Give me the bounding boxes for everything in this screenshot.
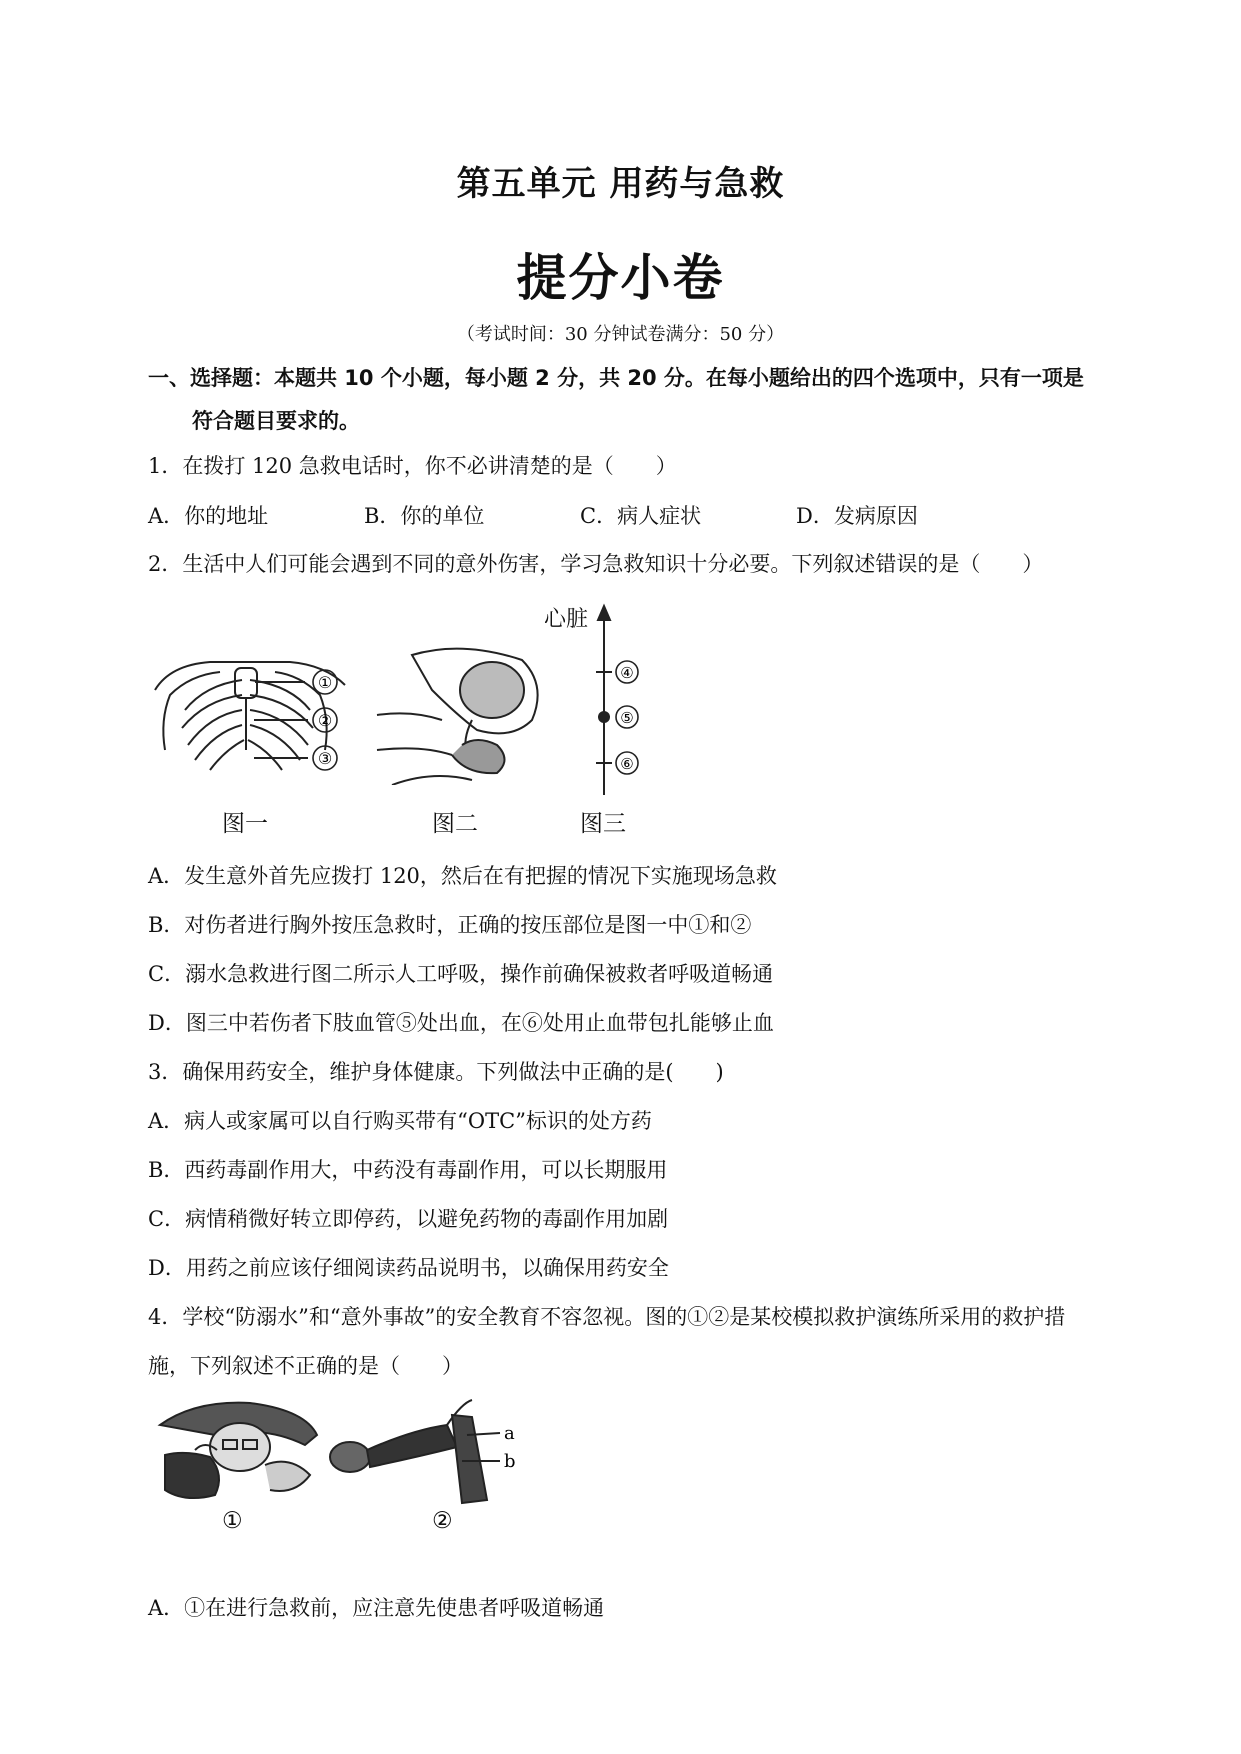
marker-4-text: ④: [620, 664, 634, 682]
marker-3-text: ③: [317, 749, 333, 768]
q4-stem-line1: 4．学校“防溺水”和“意外事故”的安全教育不容忽视。图的①②是某校模拟救护演练所采用的救护措: [148, 1305, 1066, 1329]
q1-option-c: C．病人症状: [580, 504, 702, 528]
q2-fig1-label: 图一: [222, 811, 268, 837]
q1-stem: 1．在拨打 120 急救电话时，你不必讲清楚的是（ ）: [148, 454, 677, 478]
q2-figure2-rescue-breathing: [372, 645, 547, 785]
marker-6-text: ⑥: [620, 755, 634, 773]
q3-stem: 3．确保用药安全，维护身体健康。下列做法中正确的是( ): [148, 1060, 724, 1084]
q2-option-c: C．溺水急救进行图二所示人工呼吸，操作前确保被救者呼吸道畅通: [148, 962, 774, 986]
q2-fig3-heart-label: 心脏: [544, 607, 589, 632]
q2-stem: 2．生活中人们可能会遇到不同的意外伤害，学习急救知识十分必要。下列叙述错误的是（ ）: [148, 552, 1044, 576]
unit-title: 第五单元 用药与急救: [456, 164, 785, 204]
q2-option-a: A．发生意外首先应拨打 120，然后在有把握的情况下实施现场急救: [148, 864, 777, 888]
q4-label-b: b: [504, 1451, 516, 1472]
q3-option-d: D．用药之前应该仔细阅读药品说明书，以确保用药安全: [148, 1256, 669, 1280]
q2-option-b: B．对伤者进行胸外按压急救时，正确的按压部位是图一中①和②: [148, 913, 752, 937]
q4-stem-line2: 施，下列叙述不正确的是（ ）: [148, 1354, 463, 1378]
q4-figure1-rescue-breathing: [155, 1395, 320, 1505]
q2-fig2-label: 图二: [432, 811, 478, 837]
q4-figure2-tourniquet-arm: [322, 1395, 522, 1505]
section-heading-line2: 符合题目要求的。: [192, 409, 360, 433]
marker-1-text: ①: [317, 673, 333, 692]
section-heading-line1: 一、选择题：本题共 10 个小题，每小题 2 分，共 20 分。在每小题给出的四个选项中，只有一项是: [148, 366, 1084, 390]
q2-fig3-label: 图三: [580, 811, 626, 837]
q4-fig-label-1: ①: [222, 1508, 243, 1534]
marker-2-text: ②: [317, 711, 333, 730]
q1-option-d: D．发病原因: [796, 504, 918, 528]
q2-figure3-vessel: [590, 600, 650, 800]
q3-option-b: B．西药毒副作用大，中药没有毒副作用，可以长期服用: [148, 1158, 668, 1182]
q4-label-a: a: [504, 1423, 515, 1444]
exam-info: （考试时间：30 分钟试卷满分：50 分）: [456, 324, 785, 345]
q4-fig-label-2: ②: [432, 1508, 453, 1534]
q3-option-a: A．病人或家属可以自行购买带有“OTC”标识的处方药: [148, 1109, 652, 1133]
q1-option-b: B．你的单位: [364, 504, 485, 528]
q4-option-a: A．①在进行急救前，应注意先使患者呼吸道畅通: [148, 1596, 605, 1620]
q2-option-d: D．图三中若伤者下肢血管⑤处出血，在⑥处用止血带包扎能够止血: [148, 1011, 774, 1035]
marker-5-text: ⑤: [620, 709, 634, 727]
bleeding-point: [598, 711, 610, 723]
q3-option-c: C．病情稍微好转立即停药，以避免药物的毒副作用加剧: [148, 1207, 669, 1231]
q2-figure1-markers: [305, 665, 345, 785]
q1-option-a: A．你的地址: [148, 504, 269, 528]
paper-title: 提分小卷: [516, 249, 725, 307]
